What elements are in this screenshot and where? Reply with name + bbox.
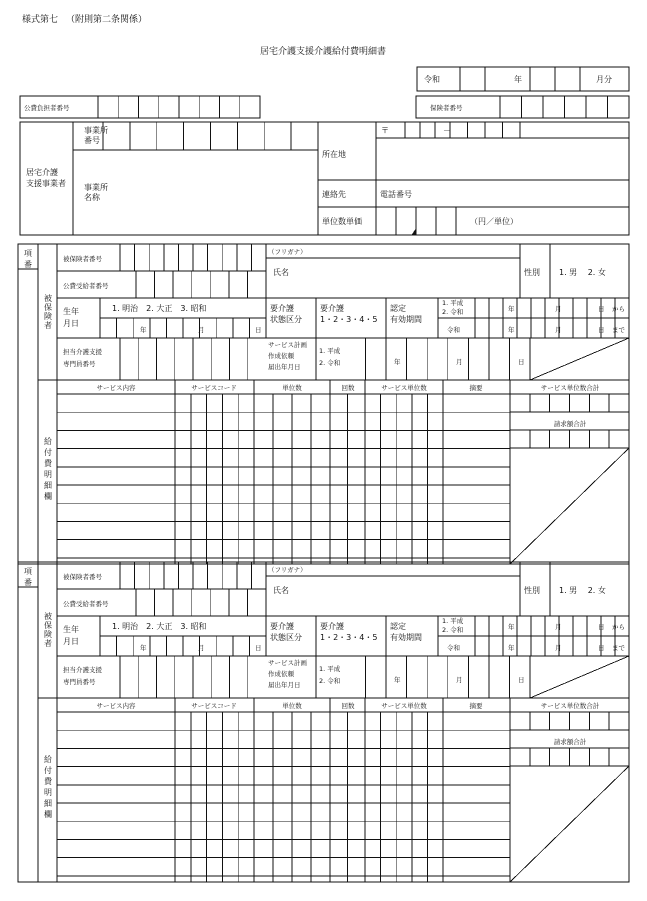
gender-label: 性別 bbox=[524, 268, 540, 277]
detail-header: 回数 bbox=[341, 384, 355, 392]
birth-date-label: 月日 bbox=[63, 637, 79, 646]
payer-number-label: 公費負担者番号 bbox=[24, 104, 70, 112]
valid-from-eras: 1. 平成 bbox=[442, 299, 464, 307]
care-manager-number-label: 専門員番号 bbox=[63, 678, 96, 686]
valid-period-label: 有効期間 bbox=[390, 633, 422, 642]
form-number: 様式第七 bbox=[22, 15, 59, 25]
plan-request-eras: 2. 令和 bbox=[319, 359, 341, 367]
benefit-detail-vertical-label: 細 bbox=[44, 799, 52, 808]
insured-vertical-label: 者 bbox=[44, 639, 52, 648]
insured-vertical-label: 者 bbox=[44, 321, 52, 330]
insured-vertical-label: 被 bbox=[44, 294, 52, 303]
benefit-detail-vertical-label: 費 bbox=[44, 459, 52, 468]
office-name-label: 名称 bbox=[84, 193, 100, 202]
contact-label: 連絡先 bbox=[322, 190, 346, 199]
furigana-label: （フリガナ） bbox=[268, 248, 307, 256]
valid-to-day: 日 bbox=[598, 644, 605, 652]
month-label: 月分 bbox=[596, 75, 612, 84]
public-recipient-label: 公費受給者番号 bbox=[63, 282, 109, 290]
valid-from-day: 日 bbox=[598, 623, 605, 631]
valid-from-eras: 2. 令和 bbox=[442, 626, 464, 634]
address-label: 所在地 bbox=[322, 150, 346, 159]
detail-header: サービスコード bbox=[191, 384, 237, 392]
valid-to-month: 月 bbox=[555, 326, 562, 334]
benefit-detail-vertical-label: 欄 bbox=[44, 810, 52, 819]
diagonal-line bbox=[510, 448, 629, 564]
gender-options: 1. 男 2. 女 bbox=[559, 268, 606, 277]
valid-from-year: 年 bbox=[508, 623, 515, 631]
plan-request-label: 作成依頼 bbox=[268, 670, 294, 678]
birth-date-label: 生年 bbox=[63, 625, 79, 634]
name-label: 氏名 bbox=[273, 586, 289, 595]
birth-date-label: 生年 bbox=[63, 307, 79, 316]
benefit-detail-vertical-label: 費 bbox=[44, 777, 52, 786]
valid-from-eras: 2. 令和 bbox=[442, 308, 464, 316]
insurer-number-label: 保険者番号 bbox=[430, 104, 463, 112]
marker-triangle bbox=[412, 229, 416, 235]
detail-header: 摘要 bbox=[469, 702, 483, 710]
benefit-detail-vertical-label: 給 bbox=[44, 755, 52, 764]
office-number-label: 事業所 bbox=[84, 126, 108, 135]
benefit-detail-vertical-label: 明 bbox=[44, 470, 52, 479]
office-name-label: 事業所 bbox=[84, 183, 108, 192]
plan-month-label: 月 bbox=[456, 358, 463, 366]
office-number-label: 番号 bbox=[84, 136, 100, 145]
plan-day-label: 日 bbox=[518, 676, 525, 684]
gender-label: 性別 bbox=[524, 586, 540, 595]
care-levels: 1・2・3・4・5 bbox=[320, 315, 378, 324]
birth-year-label: 年 bbox=[140, 644, 147, 652]
detail-header: 単位数 bbox=[282, 702, 302, 710]
care-manager-number-label: 担当介護支援 bbox=[63, 666, 102, 674]
insured-vertical-label: 被 bbox=[44, 612, 52, 621]
valid-from-suffix: から bbox=[612, 305, 625, 313]
item-number-label: 番 bbox=[24, 260, 32, 269]
valid-to-suffix: まで bbox=[612, 644, 625, 652]
birth-month-label: 月 bbox=[198, 644, 205, 652]
birth-date-label: 月日 bbox=[63, 319, 79, 328]
item-number-label: 項 bbox=[24, 249, 32, 258]
insured-number-label: 被保険者番号 bbox=[63, 573, 102, 581]
birth-year-label: 年 bbox=[140, 326, 147, 334]
benefit-detail-vertical-label: 給 bbox=[44, 437, 52, 446]
care-status-label: 要介護 bbox=[270, 304, 294, 313]
detail-header: サービス内容 bbox=[96, 702, 136, 710]
insured-vertical-label: 保 bbox=[44, 303, 52, 312]
plan-request-label: 届出年月日 bbox=[268, 363, 301, 371]
year-label: 年 bbox=[514, 75, 522, 84]
valid-to-day: 日 bbox=[598, 326, 605, 334]
plan-year-label: 年 bbox=[394, 358, 401, 366]
care-manager-number-label: 担当介護支援 bbox=[63, 348, 102, 356]
insured-vertical-label: 保 bbox=[44, 621, 52, 630]
care-status-label: 要介護 bbox=[270, 622, 294, 631]
claim-total-label: 請求額合計 bbox=[553, 738, 587, 746]
postal-mark: 〒 bbox=[381, 126, 389, 135]
valid-to-year: 年 bbox=[508, 326, 515, 334]
unit-price-suffix: （円／単位） bbox=[470, 217, 518, 226]
detail-header: サービス内容 bbox=[96, 384, 136, 392]
birth-day-label: 日 bbox=[255, 644, 262, 652]
care-levels: 1・2・3・4・5 bbox=[320, 633, 378, 642]
valid-to-year: 年 bbox=[508, 644, 515, 652]
unit-price-label: 単位数単価 bbox=[322, 217, 362, 226]
detail-header: サービス単位数 bbox=[381, 384, 427, 392]
care-status-label: 状態区分 bbox=[270, 315, 302, 324]
detail-header: サービス単位数合計 bbox=[540, 384, 600, 392]
birth-day-label: 日 bbox=[255, 326, 262, 334]
postal-dash: － bbox=[443, 126, 451, 135]
form-basis: （附則第二条関係） bbox=[66, 15, 148, 25]
care-manager-number-label: 専門員番号 bbox=[63, 360, 96, 368]
item-number-label: 項 bbox=[24, 567, 32, 576]
valid-to-suffix: まで bbox=[612, 326, 625, 334]
detail-header: サービスコード bbox=[191, 702, 237, 710]
plan-year-label: 年 bbox=[394, 676, 401, 684]
diagonal-line bbox=[510, 766, 629, 882]
diagonal-line bbox=[530, 656, 629, 698]
plan-request-eras: 1. 平成 bbox=[319, 347, 341, 355]
valid-period-label: 有効期間 bbox=[390, 315, 422, 324]
plan-request-label: サービス計画 bbox=[268, 659, 307, 667]
birth-eras: 1. 明治 2. 大正 3. 昭和 bbox=[112, 622, 207, 631]
insured-vertical-label: 険 bbox=[44, 630, 52, 639]
birth-month-label: 月 bbox=[198, 326, 205, 334]
care-status-label: 状態区分 bbox=[270, 633, 302, 642]
public-recipient-label: 公費受給者番号 bbox=[63, 600, 109, 608]
claim-total-label: 請求額合計 bbox=[553, 420, 587, 428]
insured-block bbox=[18, 244, 629, 564]
detail-header: 単位数 bbox=[282, 384, 302, 392]
detail-header: 回数 bbox=[341, 702, 355, 710]
benefit-detail-vertical-label: 付 bbox=[44, 448, 52, 457]
plan-request-label: 届出年月日 bbox=[268, 681, 301, 689]
provider-section-label: 支援事業者 bbox=[26, 179, 66, 188]
insured-number-label: 被保険者番号 bbox=[63, 255, 102, 263]
benefit-detail-vertical-label: 欄 bbox=[44, 492, 52, 501]
valid-period-label: 認定 bbox=[390, 304, 406, 313]
phone-label: 電話番号 bbox=[380, 190, 412, 199]
valid-from-year: 年 bbox=[508, 305, 515, 313]
valid-from-month: 月 bbox=[555, 305, 562, 313]
plan-month-label: 月 bbox=[456, 676, 463, 684]
plan-request-eras: 2. 令和 bbox=[319, 677, 341, 685]
gender-options: 1. 男 2. 女 bbox=[559, 586, 606, 595]
care-levels: 要介護 bbox=[320, 622, 344, 631]
furigana-label: （フリガナ） bbox=[268, 566, 307, 574]
care-levels: 要介護 bbox=[320, 304, 344, 313]
insured-vertical-label: 険 bbox=[44, 312, 52, 321]
detail-header: 摘要 bbox=[469, 384, 483, 392]
birth-eras: 1. 明治 2. 大正 3. 昭和 bbox=[112, 304, 207, 313]
benefit-detail-vertical-label: 明 bbox=[44, 788, 52, 797]
valid-period-label: 認定 bbox=[390, 622, 406, 631]
detail-header: サービス単位数合計 bbox=[540, 702, 600, 710]
valid-from-eras: 1. 平成 bbox=[442, 617, 464, 625]
plan-request-label: サービス計画 bbox=[268, 341, 307, 349]
benefit-detail-vertical-label: 細 bbox=[44, 481, 52, 490]
name-label: 氏名 bbox=[273, 268, 289, 277]
plan-request-label: 作成依頼 bbox=[268, 352, 294, 360]
era-label: 令和 bbox=[424, 75, 440, 84]
form-title: 居宅介護支援介護給付費明細書 bbox=[259, 47, 387, 57]
provider-section-label: 居宅介護 bbox=[26, 168, 58, 177]
item-number-label: 番 bbox=[24, 578, 32, 587]
benefit-detail-vertical-label: 付 bbox=[44, 766, 52, 775]
valid-from-month: 月 bbox=[555, 623, 562, 631]
diagonal-line bbox=[530, 338, 629, 380]
valid-to-era: 令和 bbox=[447, 644, 460, 652]
valid-to-era: 令和 bbox=[447, 326, 460, 334]
valid-from-day: 日 bbox=[598, 305, 605, 313]
detail-header: サービス単位数 bbox=[381, 702, 427, 710]
plan-day-label: 日 bbox=[518, 358, 525, 366]
valid-to-month: 月 bbox=[555, 644, 562, 652]
insured-block bbox=[18, 562, 629, 882]
plan-request-eras: 1. 平成 bbox=[319, 665, 341, 673]
valid-from-suffix: から bbox=[612, 623, 625, 631]
